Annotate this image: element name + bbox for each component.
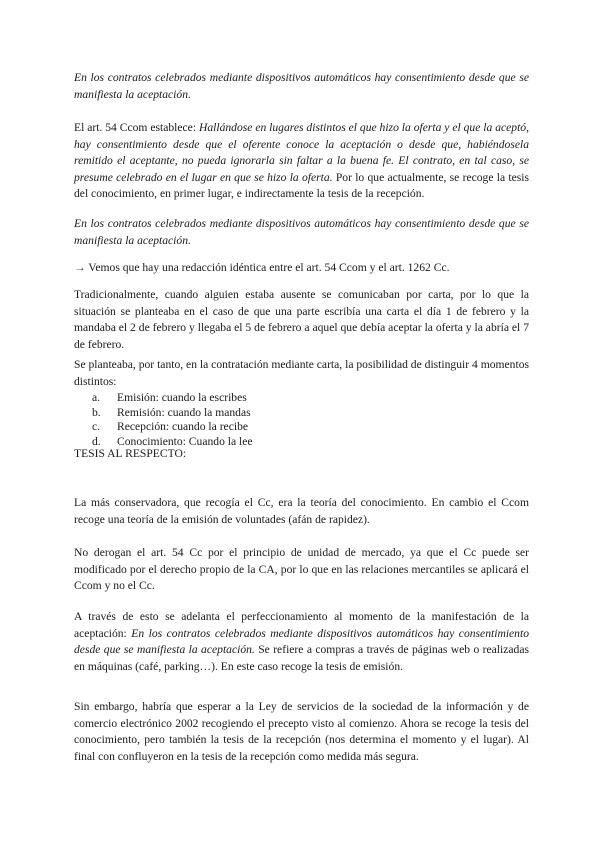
article-54-quote: Hallándose en lugares distintos el que hizo la oferta y el que la aceptó, hay consentimiento desde que el oferente conoce la aceptación o desde que, habiéndosela remitido el aceptante, no pueda ignorarla sin faltar a la buena fe. El contrato, en tal caso, se presume celebrado en el lugar en que se hizo la oferta.	[74, 121, 529, 184]
conservative-theory-paragraph: La más conservadora, que recogía el Cc, era la teoría del conocimiento. En cambio el Ccom recoge una teoría de la emisión de voluntades (afán de rapidez).	[74, 496, 529, 526]
article-54-tail: Por lo que actualmente, se recoge la tesis del conocimiento, en primer lugar, e indirectamente la tesis de la recepción.	[74, 170, 529, 201]
list-item-text: Remisión: cuando la mandas	[117, 405, 251, 419]
list-item	[92, 390, 512, 405]
list-item-text: Emisión: cuando la escribes	[117, 391, 247, 404]
moments-list	[92, 390, 512, 449]
perfection-quote: En los contratos celebrados mediante dispositivos automáticos hay consentimiento desde que se manifiesta la aceptación.	[74, 626, 530, 657]
list-item-text: Conocimiento: Cuando la lee	[117, 435, 253, 449]
list-marker: d.	[92, 435, 101, 449]
law-2002-paragraph: Sin embargo, habría que esperar a la Ley de servicios de la sociedad de la información y de comercio electrónico 2002 recogiendo el precepto visto al comienzo. Ahora se recoge la tesis del conocimiento, pero también la tesis de la recepción (nos determina el momento y el lugar). Al final con confluyeron en la tesis de la recepción como medida más segura.	[74, 700, 529, 763]
intro-italic-paragraph: En los contratos celebrados mediante dispositivos automáticos hay consentimiento desde que se manifiesta la aceptación.	[74, 71, 529, 101]
list-marker: a.	[92, 391, 101, 404]
list-marker: b.	[92, 405, 101, 419]
perfection-lead: A través de esto se adelanta el perfeccionamiento al momento de la manifestación de la aceptación:	[74, 610, 529, 640]
article-54-lead: El art. 54 Ccom establece:	[74, 121, 199, 134]
section-heading: TESIS AL RESPECTO:	[74, 447, 187, 460]
list-item-text: Recepción: cuando la recibe	[117, 420, 249, 434]
perfection-paragraph	[74, 609, 529, 675]
comparison-note: → Vemos que hay una redacción idéntica entre el art. 54 Ccom y el art. 1262 Cc.	[74, 261, 450, 274]
moments-intro-paragraph: Se planteaba, por tanto, en la contratación mediante carta, la posibilidad de distinguir 4 momentos distintos:	[74, 358, 529, 388]
list-item	[92, 405, 512, 420]
article-54-italic-paragraph: En los contratos celebrados mediante dispositivos automáticos hay consentimiento desde que se manifiesta la aceptación.	[74, 217, 529, 247]
tradition-paragraph: Tradicionalmente, cuando alguien estaba ausente se comunicaban por carta, por lo que la situación se planteaba en el caso de que una parte escribía una carta el día 1 de febrero y la mandaba el 2 de febrero y llegaba el 5 de febrero a aquel que debía aceptar la oferta y la abría el 7 de febrero.	[74, 288, 529, 351]
list-marker: c.	[92, 420, 101, 434]
perfection-tail: Se refiere a compras a través de páginas web o realizadas en máquinas (café, parking…). En este caso recoge la tesis de emisión.	[74, 643, 529, 673]
article-54-paragraph	[74, 120, 529, 203]
market-unity-paragraph: No derogan el art. 54 Cc por el principio de unidad de mercado, ya que el Cc puede ser modificado por el derecho propio de la CA, por lo que en las relaciones mercantiles se aplicará el Ccom y no el Cc.	[74, 546, 529, 593]
list-item	[92, 419, 512, 434]
